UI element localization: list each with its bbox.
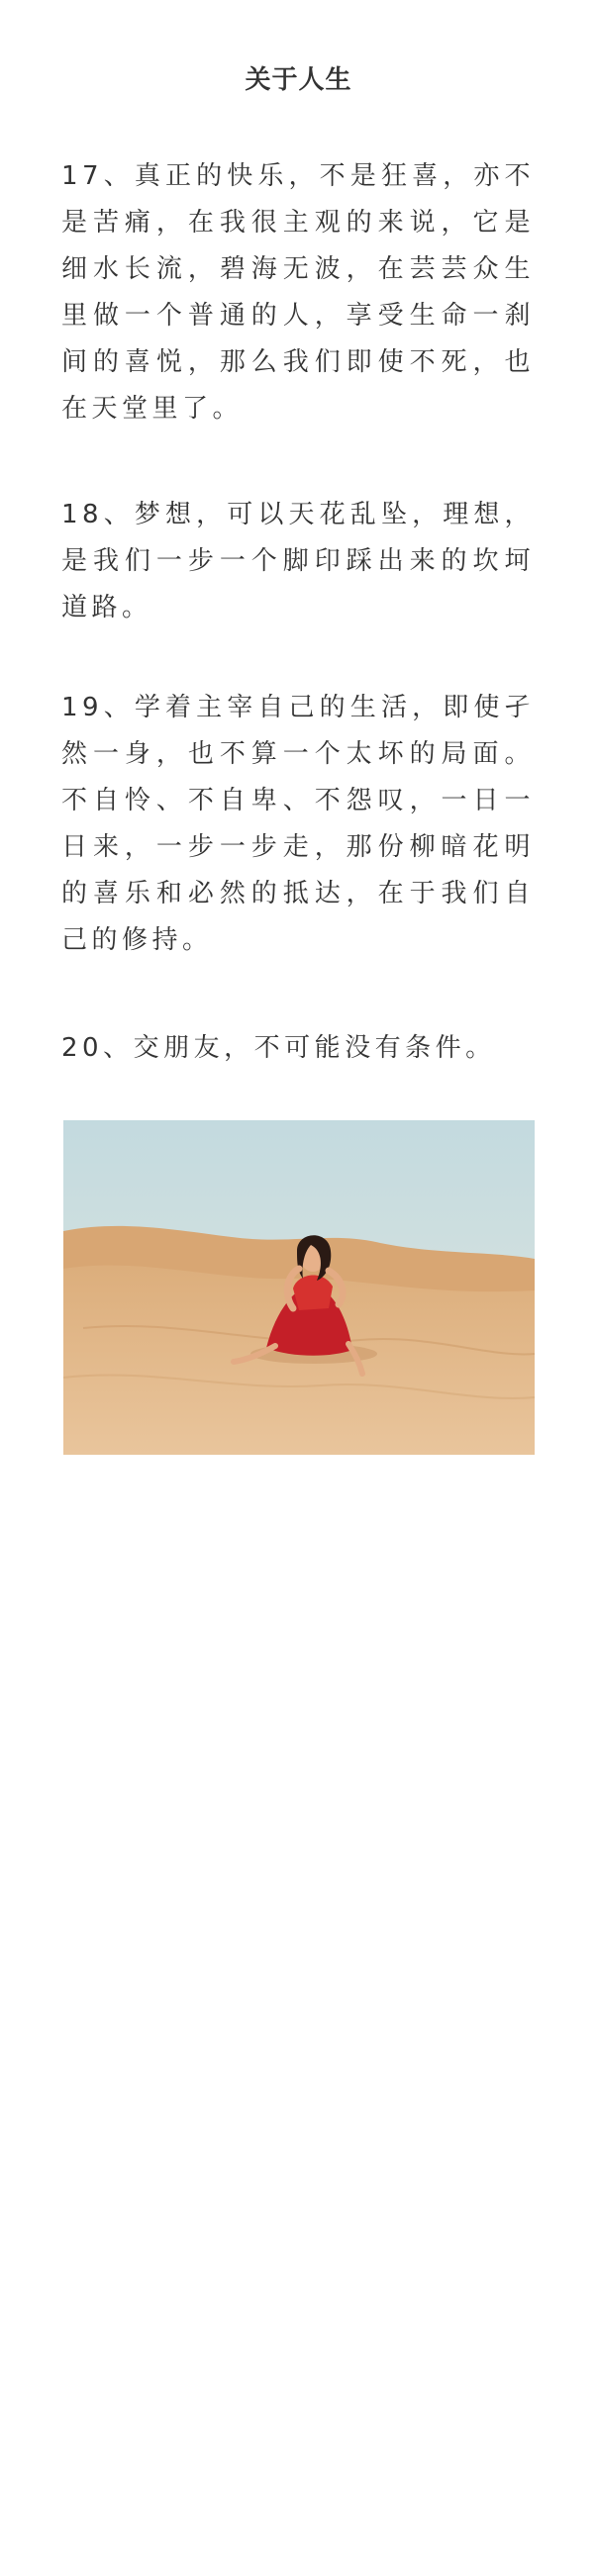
desert-photo	[63, 1120, 535, 2575]
paragraph-18: 18、梦想，可以天花乱坠，理想，是我们一步一个脚印踩出来的坎坷道路。	[61, 500, 535, 622]
paragraph-17: 17、真正的快乐，不是狂喜，亦不是苦痛，在我很主观的来说，它是细水长流，碧海无波，在芸芸众生里做一个普通的人，享受生命一刹间的喜悦，那么我们即使不死，也在天堂里了。	[61, 161, 535, 424]
page-title: 关于人生	[245, 65, 352, 95]
paragraph-19: 19、学着主宰自己的生活，即使孑然一身，也不算一个太坏的局面。不自怜、不自卑、不怨叹，一日一日来，一步一步走，那份柳暗花明的喜乐和必然的抵达，在于我们自己的修持。	[61, 693, 535, 955]
watermark-text: 似网	[126, 2550, 172, 2575]
desert-photo-illustration	[63, 1120, 535, 1455]
paragraph-20: 20、交朋友，不可能没有条件。	[61, 1033, 496, 1063]
